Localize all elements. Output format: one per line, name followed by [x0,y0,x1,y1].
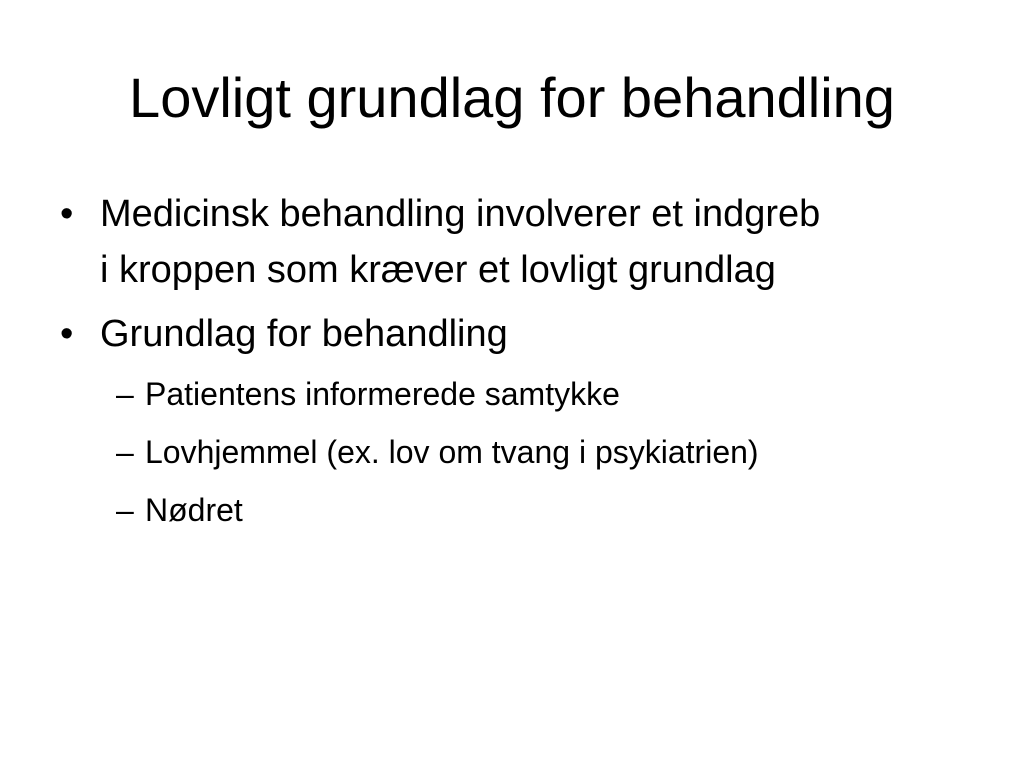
sub-bullet-marker: – [116,492,134,528]
sub-bullet-marker: – [116,376,134,412]
slide-title: Lovligt grundlag for behandling [129,66,895,129]
bullet-marker: • [60,313,74,355]
bullet-text-line: Grundlag for behandling [100,313,508,355]
bullet-marker: • [60,193,74,235]
sub-bullet-text: Patientens informerede samtykke [145,376,620,412]
sub-bullet-text: Lovhjemmel (ex. lov om tvang i psykiatrien) [145,434,759,470]
sub-bullet-marker: – [116,434,134,470]
bullet-text-line: Medicinsk behandling involverer et indgreb [100,193,821,235]
sub-bullet-text: Nødret [145,492,243,528]
bullet-text-line: i kroppen som kræver et lovligt grundlag [100,249,776,291]
